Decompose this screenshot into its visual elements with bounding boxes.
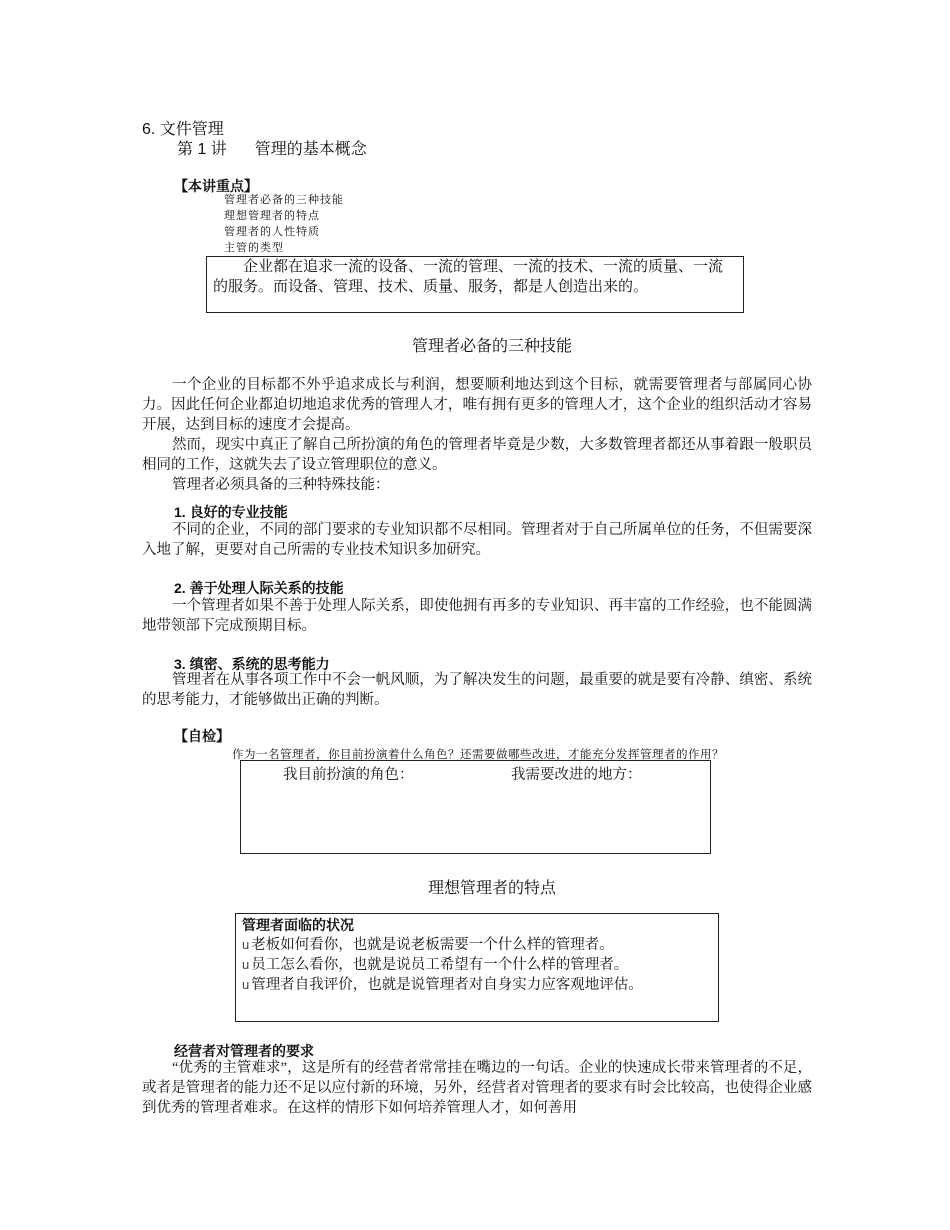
skill-text: 管理者在从事各项工作中不会一帆风顺，为了解决发生的问题，最重要的就是要有冷静、缜密、系统的思考能力，才能够做出正确的判断。: [142, 672, 812, 708]
current-role-label: 我目前扮演的角色：: [283, 767, 414, 783]
paragraph: 然而，现实中真正了解自己所扮演的角色的管理者毕竟是少数，大多数管理者都还从事着跟一般职员相同的工作，这就失去了设立管理职位的意义。: [142, 437, 812, 473]
self-check-label: 【自检】: [174, 728, 230, 744]
lecture-number: 第 1 讲: [177, 141, 227, 158]
key-point-item: 主管的类型: [224, 242, 284, 254]
improvement-label: 我需要改进的地方：: [511, 767, 642, 783]
key-point-item: 管理者的人性特质: [224, 226, 320, 238]
section-heading-ideal-manager: 理想管理者的特点: [427, 880, 556, 897]
bullet-icon: u: [242, 977, 250, 992]
key-point-item: 管理者必备的三种技能: [224, 194, 344, 206]
lecture-heading: [177, 136, 367, 159]
bullet-icon: u: [242, 937, 250, 952]
document-title: 6. 文件管理: [142, 121, 224, 138]
list-item: u 老板如何看你，也就是说老板需要一个什么样的管理者。: [242, 937, 614, 953]
paragraph: 管理者必须具备的三种特殊技能：: [172, 477, 390, 493]
skill-text: 一个管理者如果不善于处理人际关系，即使他拥有再多的专业知识、再丰富的工作经验，也不能圆满地带领部下完成预期目标。: [142, 598, 812, 634]
self-check-question: 作为一名管理者，你目前扮演着什么角色？还需要做哪些改进，才能充分发挥管理者的作用？: [232, 749, 724, 761]
bullet-icon: u: [242, 957, 250, 972]
skill-title: 2. 善于处理人际关系的技能: [174, 580, 344, 596]
key-point-item: 理想管理者的特点: [224, 210, 320, 222]
paragraph: 一个企业的目标都不外乎追求成长与利润，想要顺利地达到这个目标，就需要管理者与部属同心协力。因此任何企业都迫切地追求优秀的管理人才，唯有拥有更多的管理人才，这个企业的组织活动才容易开展，达到目标的速度才会提高。: [142, 377, 812, 433]
skill-title: 1. 良好的专业技能: [174, 504, 288, 520]
subheading-owner-requirements: 经营者对管理者的要求: [174, 1043, 314, 1059]
paragraph: “优秀的主管难求”，这是所有的经营者常常挂在嘴边的一句话。企业的快速成长带来管理者的不足，或者是管理者的能力还不足以应付新的环境，另外，经营者对管理者的要求有时会比较高，也使得企业感到优秀的管理者难求。在这样的情形下如何培养管理人才，如何善用: [142, 1060, 812, 1116]
key-points-list: [224, 192, 344, 256]
skill-text: 不同的企业，不同的部门要求的专业知识都不尽相同。管理者对于自己所属单位的任务，不但需要深入地了解，更要对自己所需的专业技术知识多加研究。: [142, 522, 812, 558]
self-check-answer-box[interactable]: [240, 760, 711, 854]
situation-box-title: 管理者面临的状况: [242, 917, 354, 933]
list-item: u 员工怎么看你，也就是说员工希望有一个什么样的管理者。: [242, 957, 629, 973]
key-points-label: 【本讲重点】: [174, 178, 258, 194]
section-heading-skills: 管理者必备的三种技能: [411, 338, 572, 355]
lecture-title: 管理的基本概念: [254, 141, 367, 158]
skill-title: 3. 缜密、系统的思考能力: [174, 656, 330, 672]
manager-situation-box: [235, 913, 719, 1022]
intro-callout-box: 企业都在追求一流的设备、一流的管理、一流的技术、一流的质量、一流的服务。而设备、管理、技术、质量、服务，都是人创造出来的。: [206, 256, 744, 313]
list-item: u 管理者自我评价，也就是说管理者对自身实力应客观地评估。: [242, 977, 643, 993]
